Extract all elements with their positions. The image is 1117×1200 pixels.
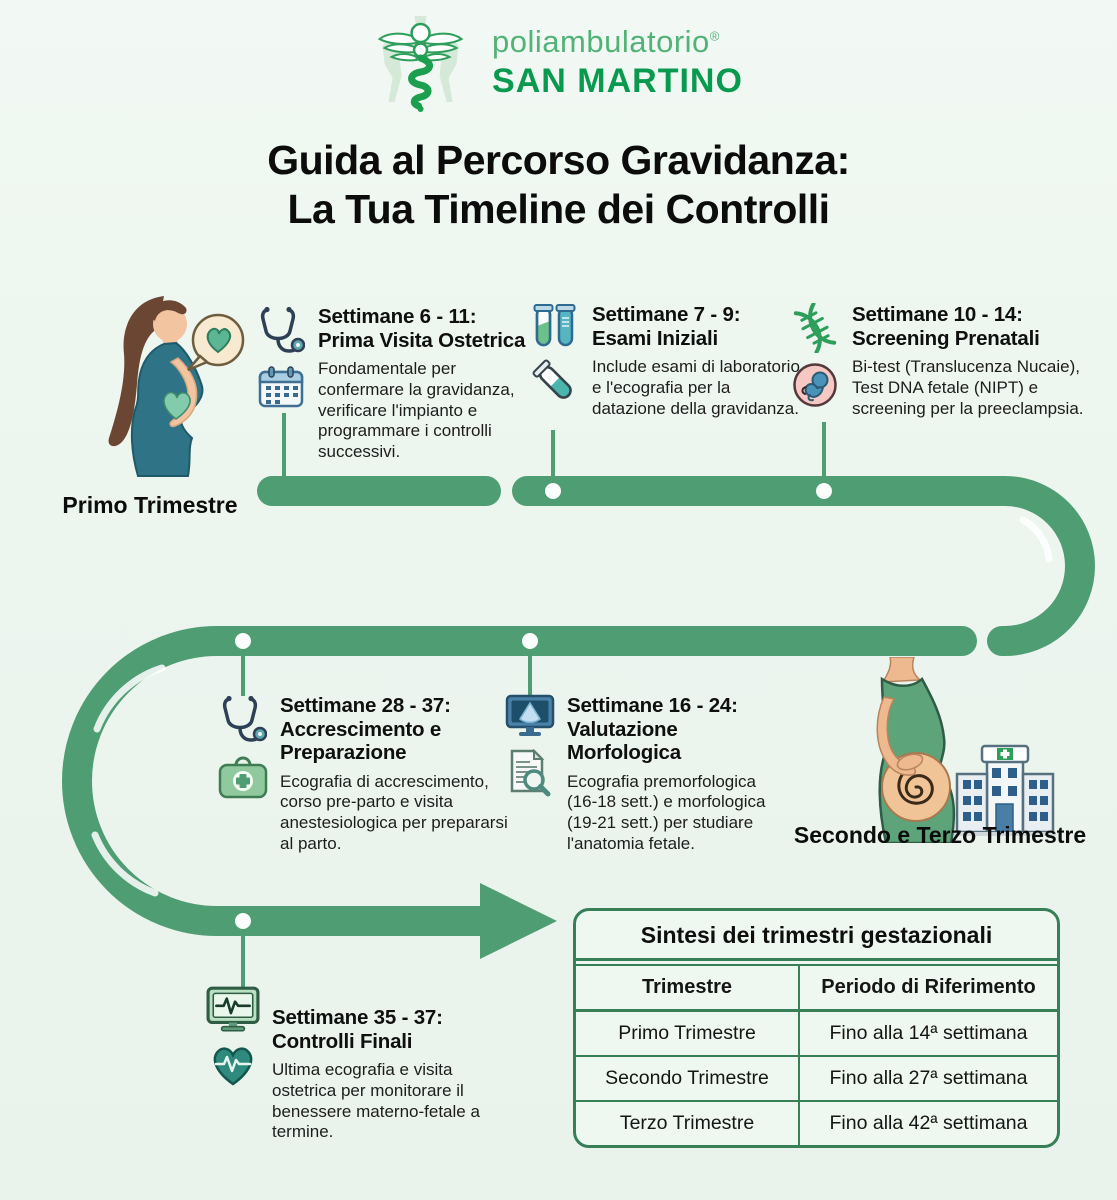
milestone-description: Ultima ecografia e visita ostetrica per monitorare il benessere materno-fetale a termine. xyxy=(272,1060,480,1142)
table-cell: Terzo Trimestre xyxy=(576,1102,800,1145)
logo xyxy=(374,12,743,112)
milestone-description: Fondamentale per confermare la gravidanza, verificare l'impianto e programmare i controlli successivi. xyxy=(318,359,515,462)
stethoscope-icon xyxy=(219,694,267,746)
ultrasound-monitor-icon xyxy=(505,694,555,740)
table-cell: Fino alla 14ª settimana xyxy=(800,1012,1057,1057)
table-header-trimestre: Trimestre xyxy=(576,966,800,1012)
table-header-periodo: Periodo di Riferimento xyxy=(800,966,1057,1012)
milestone-weeks: Settimane 16 - 24: xyxy=(567,694,738,717)
pregnant-woman-first-trimester-illustration xyxy=(78,288,248,490)
page-title-line2: La Tua Timeline dei Controlli xyxy=(287,186,830,233)
tilted-test-tube-icon xyxy=(531,358,579,406)
milestone-weeks: Settimane 10 - 14: xyxy=(852,303,1023,326)
speech-bubble-heart-icon xyxy=(188,315,243,370)
milestone-screening-prenatali xyxy=(788,303,1088,419)
milestone-title: Valutazione Morfologica xyxy=(567,717,681,765)
ekg-monitor-icon xyxy=(206,986,260,1034)
brand-top-text: poliambulatorio® xyxy=(492,23,720,59)
milestone-weeks: Settimane 28 - 37: xyxy=(280,694,451,717)
milestone-description: Ecografia di accrescimento, corso pre-parto e visita anestesiologica per prepararsi al parto. xyxy=(280,771,508,853)
table-cell: Primo Trimestre xyxy=(576,1012,800,1057)
milestone-title: Controlli Finali xyxy=(272,1029,413,1053)
stethoscope-icon xyxy=(257,305,305,357)
first-trimester-label: Primo Trimestre xyxy=(62,492,238,518)
milestone-weeks: Settimane 6 - 11: xyxy=(318,305,477,328)
milestone-prima-visita-ostetrica xyxy=(254,305,544,463)
test-tubes-icon xyxy=(530,303,580,349)
milestone-description: Ecografia premorfologica (16-18 sett.) e morfologica (19-21 sett.) per studiare l'anatomia fetale. xyxy=(567,771,766,853)
milestone-title: Esami Iniziali xyxy=(592,326,718,350)
table-cell: Secondo Trimestre xyxy=(576,1057,800,1102)
table-cell: Fino alla 42ª settimana xyxy=(829,1112,1028,1134)
page-title xyxy=(0,136,1117,234)
milestone-title: Screening Prenatali xyxy=(852,326,1040,350)
milestone-weeks: Settimane 35 - 37: xyxy=(272,1006,443,1029)
fetus-icon xyxy=(792,362,838,408)
milestone-esami-iniziali xyxy=(528,303,808,419)
brand-text xyxy=(492,24,743,101)
heartbeat-heart-icon xyxy=(209,1043,257,1087)
registered-mark: ® xyxy=(709,28,720,44)
timeline-arrowhead xyxy=(480,883,557,959)
milestone-valutazione-morfologica xyxy=(503,694,793,855)
table-title: Sintesi dei trimestri gestazionali xyxy=(576,911,1057,961)
trimester-summary-table xyxy=(573,908,1060,1148)
dna-icon xyxy=(790,303,840,353)
page-title-line1: Guida al Percorso Gravidanza: xyxy=(267,137,850,183)
calendar-icon xyxy=(258,366,304,410)
milestone-description: Include esami di laboratorio e l'ecografia per la datazione della gravidanza. xyxy=(592,357,800,418)
table-cell: Fino alla 27ª settimana xyxy=(800,1057,1057,1102)
brand-bottom-text: SAN MARTINO xyxy=(492,61,743,100)
second-third-trimester-label: Secondo e Terzo Trimestre xyxy=(793,822,1087,848)
first-aid-kit-icon xyxy=(218,755,268,801)
milestone-controlli-finali xyxy=(204,986,504,1143)
milestone-title: Prima Visita Ostetrica xyxy=(318,328,526,352)
table-grid xyxy=(576,964,1057,1145)
pregnant-woman-late-trimester-illustration xyxy=(838,657,970,843)
milestone-title: Accrescimento e Preparazione xyxy=(280,717,442,765)
milestone-accrescimento-preparazione xyxy=(216,694,526,855)
report-magnifier-icon xyxy=(507,749,553,797)
milestone-description: Bi-test (Translucenza Nucaie), Test DNA fetale (NIPT) e screening per la preeclampsia. xyxy=(852,357,1084,418)
milestone-weeks: Settimane 7 - 9: xyxy=(592,303,741,326)
caduceus-logo-icon xyxy=(374,12,466,112)
